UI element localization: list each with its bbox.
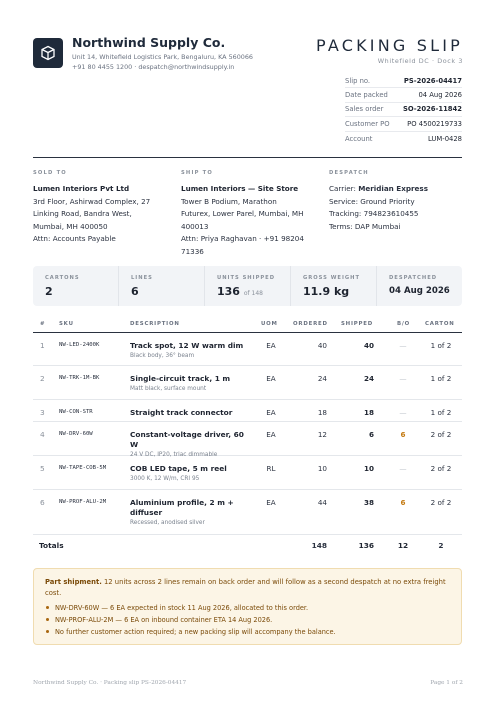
company-address: Unit 14, Whitefield Logistics Park, Bengaluru, KA 560066	[72, 53, 253, 61]
row-carton: 1 of 2	[430, 408, 452, 417]
stat-label: LINES	[131, 275, 153, 281]
item-detail: 3000 K, 12 W/m, CRI 95	[130, 476, 200, 482]
stat-cartons	[33, 266, 119, 306]
meta-label: Slip no.	[345, 76, 371, 85]
notice-item: NW-PROF-ALU-2M — 6 EA on inbound container ETA 14 Aug 2026.	[45, 614, 450, 626]
col-header-carton: CARTON	[425, 321, 455, 327]
company-logo	[33, 38, 63, 68]
table-row	[33, 490, 462, 535]
row-ordered: 44	[317, 498, 327, 507]
item-name: Straight track connector	[130, 408, 233, 417]
ship-to-line: Futurex, Lower Parel, Mumbai, MH	[181, 209, 304, 218]
row-backorder: 6	[400, 498, 406, 507]
meta-row-customer-po	[345, 117, 462, 131]
stat-gross-weight	[291, 266, 377, 306]
totals-backorder: 12	[397, 541, 409, 550]
item-name: COB LED tape, 5 m reel	[130, 464, 227, 473]
ship-to-block	[181, 170, 317, 258]
carrier-label: Carrier:	[329, 184, 356, 193]
item-name: Track spot, 12 W warm dim	[130, 341, 244, 350]
meta-value: PS-2026-04417	[403, 76, 462, 85]
row-shipped: 10	[363, 464, 374, 473]
totals-ordered: 148	[311, 541, 327, 550]
row-carton: 2 of 2	[430, 498, 452, 507]
stat-value: 6	[131, 285, 139, 298]
company-name: Northwind Supply Co.	[72, 35, 226, 50]
stat-label: GROSS WEIGHT	[303, 275, 361, 281]
notice-intro	[45, 577, 450, 599]
row-shipped: 40	[363, 341, 374, 350]
meta-row-account	[345, 132, 462, 146]
row-uom: EA	[266, 498, 276, 507]
row-backorder: —	[399, 408, 407, 417]
meta-label: Date packed	[345, 91, 388, 100]
row-number: 5	[40, 464, 45, 473]
row-uom: EA	[266, 374, 276, 383]
row-sku: NW-TRK-1M-BK	[59, 375, 100, 381]
ship-to-line: 400013	[181, 221, 209, 231]
despatch-service: Service: Ground Priority	[329, 196, 415, 206]
company-contact: +91 80 4455 1200 · despatch@northwindsupply.in	[72, 63, 235, 71]
document-title: PACKING SLIP	[316, 36, 463, 55]
ship-to-line: Attn: Priya Raghavan · +91 98204	[181, 234, 304, 243]
meta-value: LUM-0428	[427, 134, 462, 143]
row-carton: 2 of 2	[430, 430, 452, 439]
notice-list	[45, 602, 450, 638]
col-header-num: #	[40, 321, 46, 327]
stat-value: 11.9 kg	[303, 285, 350, 298]
stat-units-shipped	[205, 266, 291, 306]
row-carton: 1 of 2	[430, 341, 452, 350]
sold-to-block	[33, 170, 173, 246]
row-backorder: —	[399, 374, 407, 383]
col-header-shipped: SHIPPED	[341, 321, 374, 327]
stat-value: 04 Aug 2026	[389, 286, 450, 296]
item-detail: Recessed, anodised silver	[130, 520, 205, 526]
totals-shipped: 136	[358, 541, 374, 550]
stat-label: CARTONS	[45, 275, 80, 281]
stat-lines	[119, 266, 205, 306]
sold-to-name: Lumen Interiors Pvt Ltd	[33, 184, 130, 193]
row-ordered: 40	[317, 341, 327, 350]
despatch-block	[329, 170, 462, 233]
notice-title: Part shipment.	[45, 578, 102, 586]
sold-to-heading: SOLD TO	[33, 170, 67, 176]
table-row	[33, 422, 462, 456]
stat-value: 2	[45, 285, 53, 298]
col-header-backorder: B/O	[397, 321, 411, 327]
row-ordered: 18	[317, 408, 327, 417]
row-description	[130, 374, 250, 392]
ship-to-name: Lumen Interiors — Site Store	[181, 184, 299, 193]
table-totals-row	[33, 536, 462, 556]
row-ordered: 10	[317, 464, 327, 473]
stat-value: 136	[217, 285, 240, 298]
table-row	[33, 366, 462, 400]
notice-item: No further customer action required; a new packing slip will accompany the balance.	[45, 626, 450, 638]
table-row	[33, 456, 462, 490]
meta-value: 04 Aug 2026	[418, 91, 462, 100]
slip-meta-table	[345, 74, 462, 146]
item-name: Constant-voltage driver, 60 W	[130, 430, 244, 449]
sold-to-line: Mumbai, MH 400050	[33, 221, 108, 231]
table-row	[33, 333, 462, 366]
row-shipped: 38	[363, 498, 374, 507]
col-header-description: DESCRIPTION	[130, 321, 180, 327]
stat-despatched	[377, 266, 462, 306]
row-description	[130, 341, 250, 359]
row-backorder: 6	[400, 430, 406, 439]
despatch-heading: DESPATCH	[329, 170, 369, 176]
footer-page-number: Page 1 of 2	[430, 680, 463, 686]
row-number: 3	[40, 408, 45, 417]
row-shipped: 24	[363, 374, 374, 383]
meta-row-sales-order	[345, 103, 462, 117]
row-sku: NW-CON-STR	[59, 409, 93, 415]
totals-label: Totals	[39, 541, 64, 550]
totals-carton: 2	[438, 541, 444, 550]
meta-row-date-packed	[345, 88, 462, 102]
carrier-name: Meridian Express	[358, 184, 428, 193]
row-carton: 2 of 2	[430, 464, 452, 473]
row-ordered: 24	[317, 374, 327, 383]
row-sku: NW-LED-2400K	[59, 342, 100, 348]
item-detail: Black body, 36° beam	[130, 353, 195, 359]
despatch-carrier	[329, 183, 462, 196]
table-row	[33, 400, 462, 422]
meta-value: PO 4500219733	[407, 119, 462, 128]
col-header-uom: UOM	[261, 321, 278, 327]
row-number: 6	[40, 498, 45, 507]
header-divider	[33, 157, 462, 158]
ship-to-heading: SHIP TO	[181, 170, 213, 176]
document-subtitle: Whitefield DC · Dock 3	[377, 57, 463, 65]
row-description	[130, 408, 250, 418]
item-name: Single-circuit track, 1 m	[130, 374, 231, 383]
col-header-ordered: ORDERED	[293, 321, 328, 327]
despatch-tracking: Tracking: 794823610455	[329, 209, 419, 218]
notice-item: NW-DRV-60W — 6 EA expected in stock 11 Aug 2026, allocated to this order.	[45, 602, 450, 614]
row-sku: NW-DRV-60W	[59, 431, 93, 437]
stat-label: UNITS SHIPPED	[217, 275, 276, 281]
row-uom: EA	[266, 341, 276, 350]
meta-label: Account	[345, 134, 373, 143]
despatch-terms: Terms: DAP Mumbai	[329, 221, 401, 231]
item-detail: Matt black, surface mount	[130, 386, 207, 392]
row-description	[130, 430, 250, 458]
row-description	[130, 464, 250, 482]
item-detail: 24 V DC, IP20, triac dimmable	[130, 452, 218, 458]
stat-value-wrap	[217, 285, 278, 298]
row-shipped: 6	[368, 430, 374, 439]
meta-value: SO-2026-11842	[402, 105, 462, 114]
col-header-sku: SKU	[59, 321, 74, 327]
row-carton: 1 of 2	[430, 374, 452, 383]
part-shipment-notice	[33, 568, 462, 645]
ship-to-line: 71336	[181, 246, 204, 256]
footer-document-ref: Northwind Supply Co. · Packing slip PS-2026-04417	[33, 680, 187, 686]
meta-label: Customer PO	[345, 119, 390, 128]
shipment-summary-bar	[33, 266, 462, 306]
row-sku: NW-TAPE-COB-5M	[59, 465, 107, 471]
sold-to-line: Attn: Accounts Payable	[33, 234, 116, 243]
row-number: 1	[40, 341, 45, 350]
sold-to-line: Linking Road, Bandra West,	[33, 209, 132, 218]
row-backorder: —	[399, 464, 407, 473]
notice-text: 12 units across 2 lines remain on back order and will follow as a second despatch at no extra freight cost.	[45, 578, 446, 597]
ship-to-line: Tower B Podium, Marathon	[181, 196, 277, 206]
stat-label: DESPATCHED	[389, 275, 438, 281]
item-name: Aluminium profile, 2 m + diffuser	[130, 498, 234, 517]
row-shipped: 18	[363, 408, 374, 417]
row-sku: NW-PROF-ALU-2M	[59, 499, 107, 505]
row-uom: RL	[266, 464, 276, 473]
row-uom: EA	[266, 408, 276, 417]
meta-label: Sales order	[345, 105, 384, 114]
row-number: 2	[40, 374, 45, 383]
stat-of-total: of 148	[243, 290, 263, 297]
row-number: 4	[40, 430, 45, 439]
meta-row-slip-no	[345, 74, 462, 88]
box-logo-icon	[40, 45, 56, 61]
sold-to-line: 3rd Floor, Ashirwad Complex, 27	[33, 196, 151, 206]
row-description	[130, 498, 250, 526]
row-backorder: —	[399, 341, 407, 350]
row-ordered: 12	[317, 430, 327, 439]
row-uom: EA	[266, 430, 276, 439]
